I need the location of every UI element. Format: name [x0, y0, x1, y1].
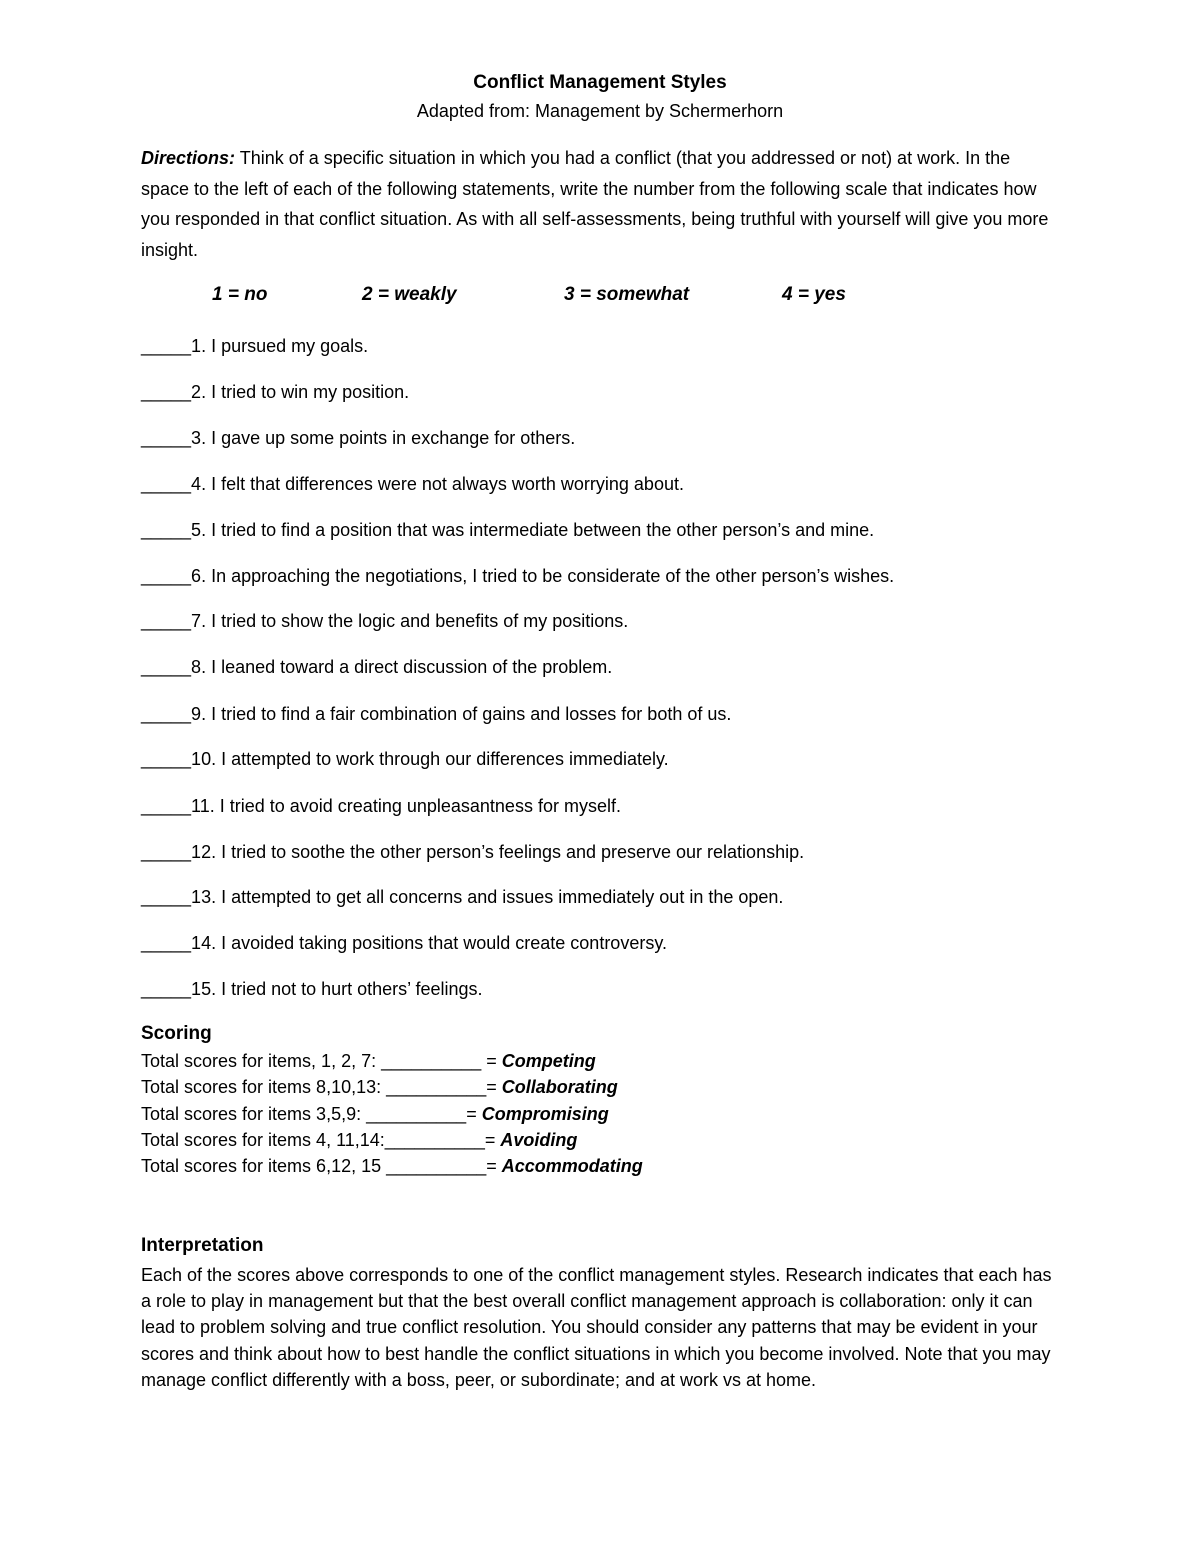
scale-item-1: 1 = no [212, 284, 268, 305]
statement-9: _____9. I tried to find a fair combination of gains and losses for both of us. [141, 704, 732, 724]
statement-3: _____3. I gave up some points in exchange for others. [141, 428, 576, 448]
statement-1: _____1. I pursued my goals. [141, 336, 369, 356]
statement-8: _____8. I leaned toward a direct discussion of the problem. [141, 657, 613, 677]
statement-10: _____10. I attempted to work through our differences immediately. [141, 749, 669, 769]
score-line-prefix: Total scores for items 4, 11,14:__________= [141, 1130, 501, 1150]
score-line-prefix: Total scores for items 3,5,9: __________= [141, 1104, 482, 1124]
page-title: Conflict Management Styles [473, 72, 727, 93]
statement-13: _____13. I attempted to get all concerns and issues immediately out in the open. [141, 887, 784, 907]
score-style-name: Collaborating [501, 1077, 618, 1097]
directions-label: Directions: [141, 148, 236, 168]
scale-item-4: 4 = yes [782, 284, 846, 305]
interpretation-heading: Interpretation [141, 1235, 264, 1256]
score-line-prefix: Total scores for items 8,10,13: __________= [141, 1077, 502, 1097]
statement-4: _____4. I felt that differences were not always worth worrying about. [141, 474, 684, 494]
score-line-compromising [141, 1104, 609, 1125]
score-line-avoiding [141, 1130, 577, 1151]
score-style-name: Competing [501, 1051, 596, 1071]
interpretation-paragraph: Each of the scores above corresponds to one of the conflict management styles. Research indicates that each has a role to play in management but that the best overall conflict management approach is collaboration: only it can lead to problem solving and true conflict resolution. You should consider any patterns that may be evident in your scores and think about how to best handle the conflict situations in which you become involved. Note that you may manage conflict differently with a boss, peer, or subordinate; and at work vs at home. [141, 1265, 1052, 1390]
score-style-name: Compromising [481, 1104, 609, 1124]
scale-item-3: 3 = somewhat [564, 284, 690, 305]
statement-15: _____15. I tried not to hurt others’ feelings. [141, 979, 483, 999]
statement-6: _____6. In approaching the negotiations, I tried to be considerate of the other person’s wishes. [141, 566, 895, 586]
scale-item-2: 2 = weakly [362, 284, 457, 305]
score-line-competing [141, 1051, 596, 1072]
page-subtitle: Adapted from: Management by Schermerhorn [416, 101, 784, 121]
score-line-collaborating [141, 1077, 618, 1098]
score-style-name: Accommodating [501, 1156, 643, 1176]
statement-2: _____2. I tried to win my position. [141, 382, 410, 402]
statement-14: _____14. I avoided taking positions that would create controversy. [141, 933, 667, 953]
score-style-name: Avoiding [500, 1130, 578, 1150]
statement-5: _____5. I tried to find a position that was intermediate between the other person’s and mine. [141, 520, 875, 540]
statement-7: _____7. I tried to show the logic and benefits of my positions. [141, 611, 629, 631]
score-line-prefix: Total scores for items, 1, 2, 7: __________ = [141, 1051, 502, 1071]
directions-text: Think of a specific situation in which you had a conflict (that you addressed or not) at work. In the space to the left of each of the following statements, write the number from the following scale that indicates how you responded in that conflict situation. As with all self-assessments, being truthful with yourself will give you more insight. [141, 148, 1049, 260]
scoring-heading: Scoring [141, 1023, 212, 1044]
score-line-accommodating [141, 1156, 643, 1177]
directions-paragraph [141, 143, 1061, 265]
statement-11: _____11. I tried to avoid creating unpleasantness for myself. [141, 796, 621, 816]
score-line-prefix: Total scores for items 6,12, 15 __________= [141, 1156, 502, 1176]
statement-12: _____12. I tried to soothe the other person’s feelings and preserve our relationship. [141, 842, 805, 862]
